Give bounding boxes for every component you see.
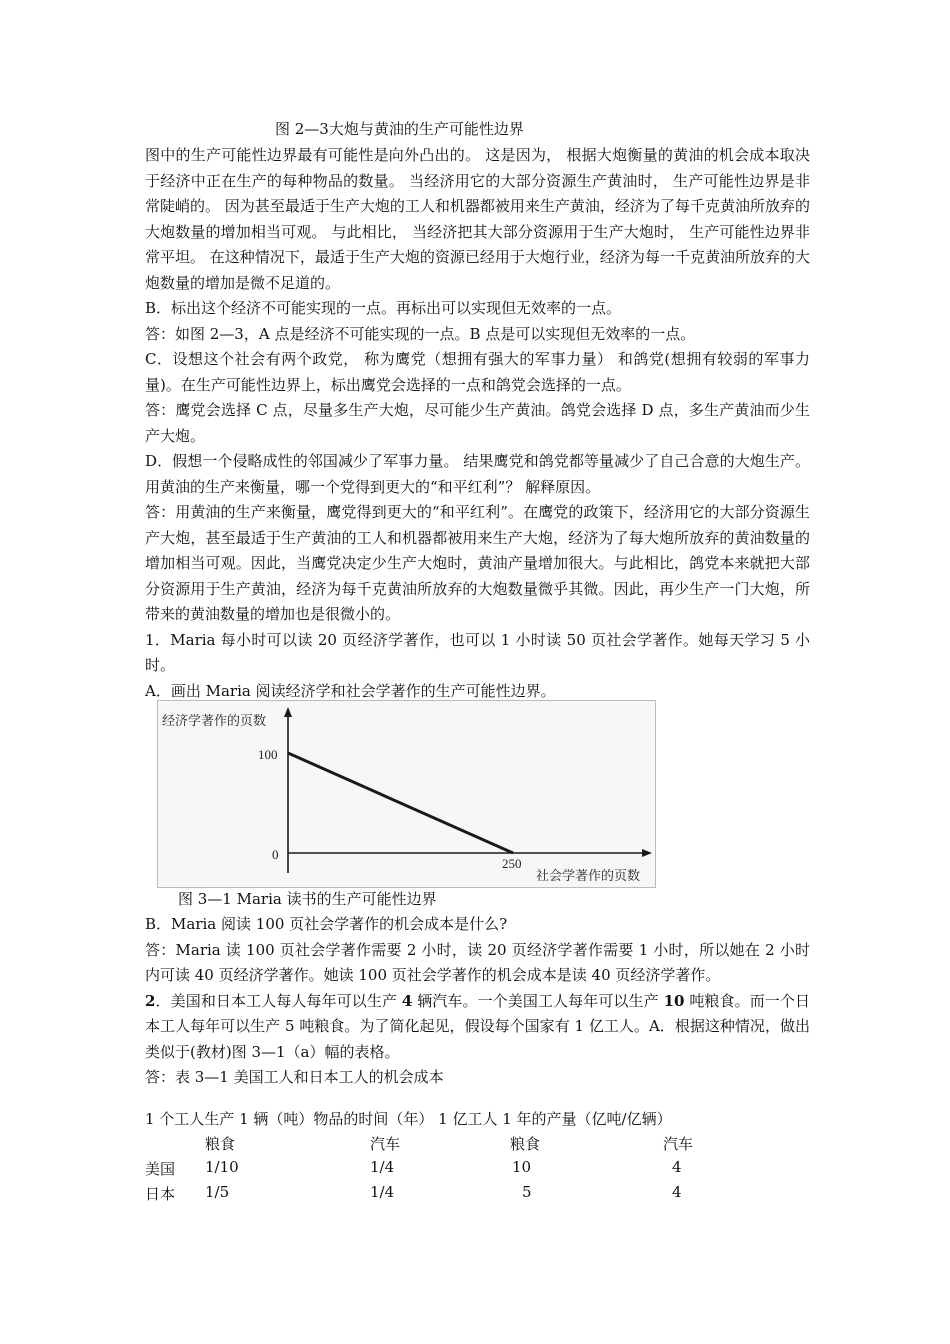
paragraph: A．画出 Maria 阅读经济学和社会学著作的生产可能性边界。	[145, 681, 556, 700]
paragraph: 答：如图 2—3，A 点是经济不可能实现的一点。B 点是可以实现但无效率的一点。	[145, 324, 696, 343]
x-tick-label-250: 250	[502, 856, 522, 871]
x-axis-label: 社会学著作的页数	[536, 868, 641, 883]
question-bold-a: 4	[401, 991, 413, 1010]
table-cell: 1/10	[205, 1158, 239, 1176]
question-number: 2	[145, 991, 156, 1010]
table-cell: 1/5	[205, 1183, 230, 1201]
question-bold-b: 10	[663, 991, 685, 1010]
row-label: 美国	[145, 1160, 176, 1178]
paragraph: B．Maria 阅读 100 页社会学著作的机会成本是什么?	[145, 915, 508, 933]
y-tick-label-0: 0	[272, 847, 279, 862]
figure-caption-2-3: 图 2—3大炮与黄油的生产可能性边界	[275, 120, 524, 138]
lower-body-text	[145, 912, 810, 1091]
paragraph: B．标出这个经济不可能实现的一点。再标出可以实现但无效率的一点。	[145, 299, 622, 317]
table-cell: 1/4	[370, 1158, 395, 1176]
y-axis-arrow	[284, 707, 292, 717]
table-cell: 4	[672, 1158, 682, 1176]
column-header: 粮食	[510, 1135, 541, 1153]
column-header: 汽车	[663, 1135, 694, 1153]
ppf-chart-svg	[158, 701, 655, 887]
question-text-a: ．美国和日本工人每人每年可以生产	[155, 991, 402, 1010]
question-text-b: 辆汽车。一个美国工人每年可以生产	[412, 991, 664, 1010]
paragraph: 答：Maria 读 100 页社会学著作需要 2 小时，读 20 页经济学著作需要 1 小时，所以她在 2 小时内可读 40 页经济学著作。她读 100 页社会学著作的机会成本是读 40 页经济学著作。	[145, 940, 810, 984]
y-tick-label-100: 100	[258, 747, 278, 762]
column-header: 粮食	[205, 1135, 236, 1153]
question-2-paragraph	[145, 989, 810, 1066]
ppf-chart	[157, 700, 656, 888]
upper-body-text	[145, 143, 810, 704]
table-cell: 4	[672, 1183, 682, 1201]
table-cell: 5	[522, 1183, 532, 1201]
column-header: 汽车	[370, 1135, 401, 1153]
paragraph: C．设想这个社会有两个政党， 称为鹰党（想拥有强大的军事力量） 和鸽党(想拥有较弱的军事力量)。在生产可能性边界上，标出鹰党会选择的一点和鸽党会选择的一点。	[145, 350, 810, 394]
table-cell: 1/4	[370, 1183, 395, 1201]
paragraph: 答：鹰党会选择 C 点，尽量多生产大炮，尽可能少生产黄油。鸽党会选择 D 点，多生产黄油而少生产大炮。	[145, 401, 810, 445]
y-axis-label: 经济学著作的页数	[162, 713, 267, 728]
figure-caption-3-1: 图 3—1 Maria 读书的生产可能性边界	[178, 890, 437, 908]
paragraph: 1．Maria 每小时可以读 20 页经济学著作，也可以 1 小时读 50 页社会学著作。她每天学习 5 小时。	[145, 630, 810, 674]
paragraph: 答：用黄油的生产来衡量，鹰党得到更大的“和平红利”。在鹰党的政策下，经济用它的大部分资源生产大炮，甚至最适于生产黄油的工人和机器都被用来生产大炮，经济为了每大炮所放弃的黄油数量的增加相当可观。因此，当鹰党决定少生产大炮时，黄油产量增加很大。与此相比，鸽党本来就把大部分资源用于生产黄油，经济为每千克黄油所放弃的大炮数量微乎其微。因此，再少生产一门大炮，所带来的黄油数量的增加也是很微小的。	[145, 503, 810, 623]
row-label: 日本	[145, 1185, 176, 1203]
table-cell: 10	[512, 1158, 532, 1176]
table-title: 答：表 3—1 美国工人和日本工人的机会成本	[145, 1068, 444, 1086]
table-header-text: 1 个工人生产 1 辆（吨）物品的时间（年） 1 亿工人 1 年的产量（亿吨/亿辆）	[145, 1110, 672, 1128]
x-axis-arrow	[642, 849, 652, 857]
paragraph: D．假想一个侵略成性的邻国减少了军事力量。 结果鹰党和鸽党都等量减少了自己合意的大炮生产。 用黄油的生产来衡量，哪一个党得到更大的“和平红利”？ 解释原因。	[145, 452, 810, 496]
ppf-line	[288, 753, 513, 853]
paragraph: 图中的生产可能性边界最有可能性是向外凸出的。 这是因为， 根据大炮衡量的黄油的机会成本取决于经济中正在生产的每种物品的数量。 当经济用它的大部分资源生产黄油时， 生产可能性边界是非常陡峭的。 因为甚至最适于生产大炮的工人和机器都被用来生产黄油，经济为了每千克黄油所放弃的大炮数量的增加相当可观。 与此相比， 当经济把其大部分资源用于生产大炮时， 生产可能性边界非常平坦。 在这种情况下，最适于生产大炮的资源已经用于大炮行业，经济为每一千克黄油所放弃的大炮数量的增加是微不足道的。	[145, 146, 810, 292]
question-text-c: 吨粮食。而一个日本工人每年可以生产 5 吨粮食。为了简化起见，假设每个国家有 1 亿工人。A．根据这种情况，做出类似于(教材)图 3—1（a）幅的表格。	[145, 991, 810, 1061]
